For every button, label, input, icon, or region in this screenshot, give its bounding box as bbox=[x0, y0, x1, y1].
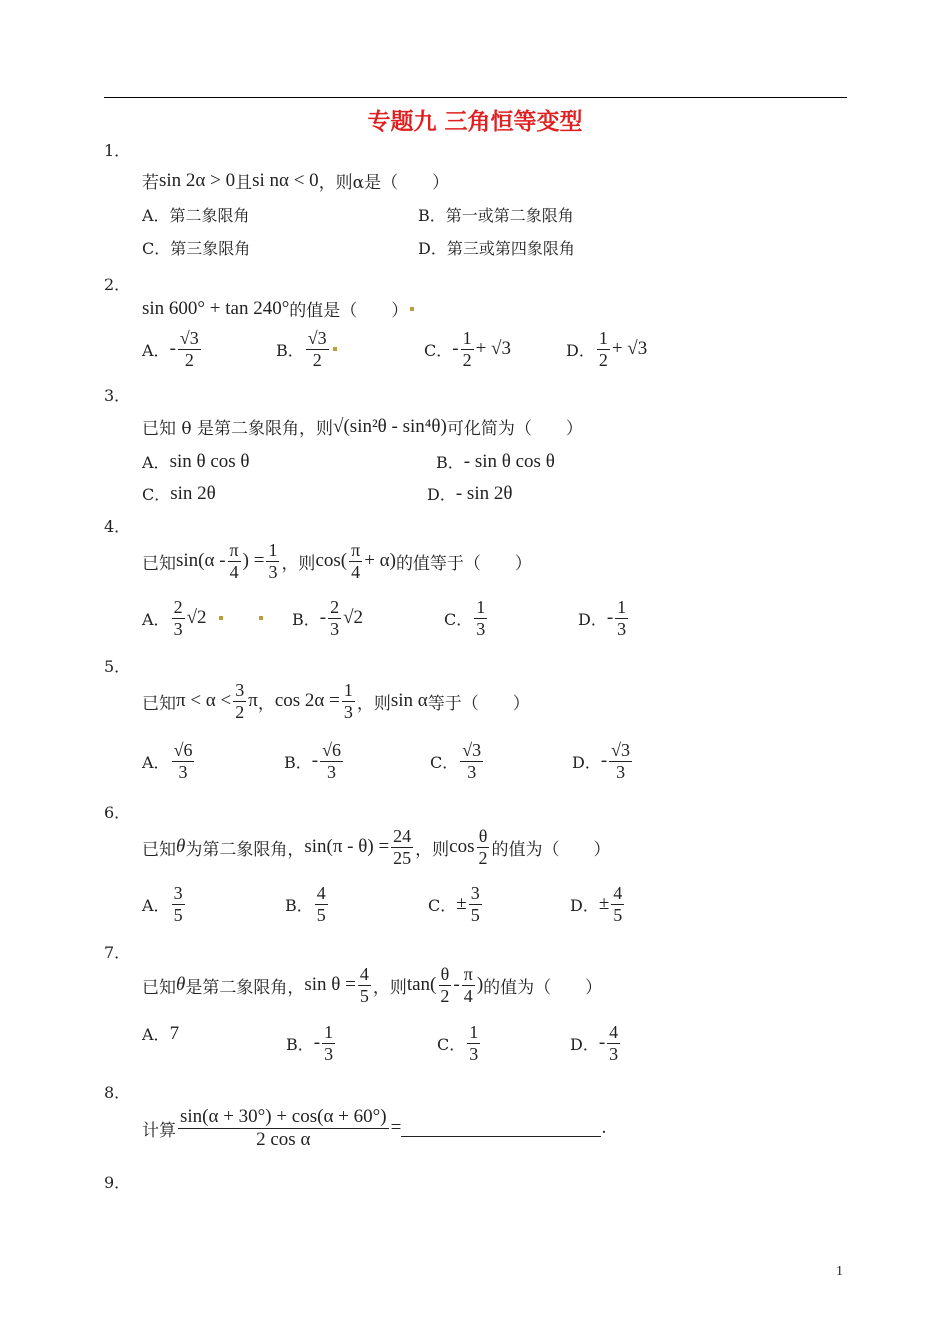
question-stem: 若 sin 2α > 0 且 si nα < 0 ，则α是（ ） bbox=[142, 169, 450, 193]
option-d: D． - sin 2θ bbox=[427, 482, 513, 504]
question-number: 1． bbox=[104, 141, 131, 160]
fraction: $\frac{√3}{2}$ bbox=[179, 328, 199, 370]
question-number: 3． bbox=[104, 386, 131, 405]
option-d: D． $\frac{1}{2}$ + √3 bbox=[566, 328, 648, 370]
question-number: 9． bbox=[104, 1173, 131, 1192]
option-b: B． $\frac{4}{5}$ bbox=[285, 883, 326, 925]
option-c: C． sin 2θ bbox=[142, 482, 216, 504]
header-rule bbox=[104, 97, 847, 98]
answer-blank bbox=[401, 1120, 601, 1137]
fraction: $\frac{√3}{2}$ bbox=[307, 328, 327, 370]
option-d: D． - $\frac{1}{3}$ bbox=[578, 597, 627, 639]
page-title: 专题九 三角恒等变型 bbox=[367, 109, 583, 135]
option-b: B． - $\frac{√6}{3}$ bbox=[284, 740, 341, 782]
option-b: B．第一或第二象限角 bbox=[418, 206, 574, 225]
question-stem: 已知 θ 为第二象限角， sin(π - θ) = $\frac{24}{25}$ ，则 cos $\frac{\theta}{2}$ 的值为（ ） bbox=[142, 826, 611, 868]
option-a: A． $\frac{2}{3}$ √2 bbox=[142, 597, 265, 639]
option-a: A． sin θ cos θ bbox=[142, 450, 250, 472]
question-number: 7． bbox=[104, 943, 131, 962]
option-b: B． - $\frac{2}{3}$ √2 bbox=[292, 597, 364, 639]
option-d: D．第三或第四象限角 bbox=[418, 239, 575, 258]
option-c: C． $\frac{1}{3}$ bbox=[437, 1022, 479, 1064]
option-a: A． - $\frac{√3}{2}$ bbox=[142, 328, 199, 370]
speck-mark bbox=[410, 307, 414, 311]
question-number: 8． bbox=[104, 1083, 131, 1102]
page-number: 1 bbox=[836, 1264, 843, 1279]
question-stem: 计算 $\frac{\sin(\alpha + 30^\circ) + \cos(\alpha + 60^\circ)}{\text{2 cos α}}$ = . bbox=[142, 1106, 607, 1150]
speck-mark bbox=[333, 347, 337, 351]
option-c: C． $\frac{1}{3}$ bbox=[444, 597, 486, 639]
option-c: C． $\frac{√3}{3}$ bbox=[430, 740, 482, 782]
option-d: D． ± $\frac{4}{5}$ bbox=[570, 883, 623, 925]
question-number: 4． bbox=[104, 517, 131, 536]
question-stem: 已知 θ 是第二象限角， sin θ = $\frac{4}{5}$ ，则 tan( $\frac{\theta}{2}$ - $\frac{\pi}{4}$ ) 的值为（ ） bbox=[142, 964, 603, 1006]
fraction: $\frac{1}{2}$ bbox=[462, 328, 472, 370]
option-b: B． - sin θ cos θ bbox=[436, 450, 555, 472]
question-stem: 已知 sin(α - $\frac{\pi}{4}$ ) = $\frac{1}{3}$ ，则 cos( $\frac{\pi}{4}$ + α) 的值等于（ ） bbox=[142, 540, 532, 582]
fraction: $\frac{1}{2}$ bbox=[598, 328, 608, 370]
option-a: A． $\frac{3}{5}$ bbox=[142, 883, 183, 925]
option-c: C．第三象限角 bbox=[142, 239, 251, 258]
option-c: C． ± $\frac{3}{5}$ bbox=[428, 883, 480, 925]
option-b: B． - $\frac{1}{3}$ bbox=[286, 1022, 334, 1064]
question-number: 6． bbox=[104, 803, 131, 822]
option-d: D． - $\frac{4}{3}$ bbox=[570, 1022, 619, 1064]
option-c: C． - $\frac{1}{2}$ + √3 bbox=[424, 328, 511, 370]
question-number: 2． bbox=[104, 275, 131, 294]
option-a: A． 7 bbox=[142, 1022, 180, 1044]
question-stem: sin 600° + tan 240° 的值是（ ） bbox=[142, 296, 416, 321]
option-d: D． - $\frac{√3}{3}$ bbox=[572, 740, 631, 782]
question-stem: 已知 π < α < $\frac{3}{2}$ π ， cos 2α = $\frac{1}{3}$ ，则 sin α 等于（ ） bbox=[142, 680, 530, 722]
speck-mark bbox=[219, 616, 223, 620]
question-number: 5． bbox=[104, 657, 131, 676]
option-b: B． $\frac{√3}{2}$ bbox=[276, 328, 339, 370]
option-a: A． $\frac{√6}{3}$ bbox=[142, 740, 193, 782]
question-stem: 已知 θ 是第二象限角，则 √(sin²θ - sin⁴θ) 可化简为（ ） bbox=[142, 415, 583, 439]
option-a: A．第二象限角 bbox=[142, 206, 250, 225]
speck-mark bbox=[259, 616, 263, 620]
